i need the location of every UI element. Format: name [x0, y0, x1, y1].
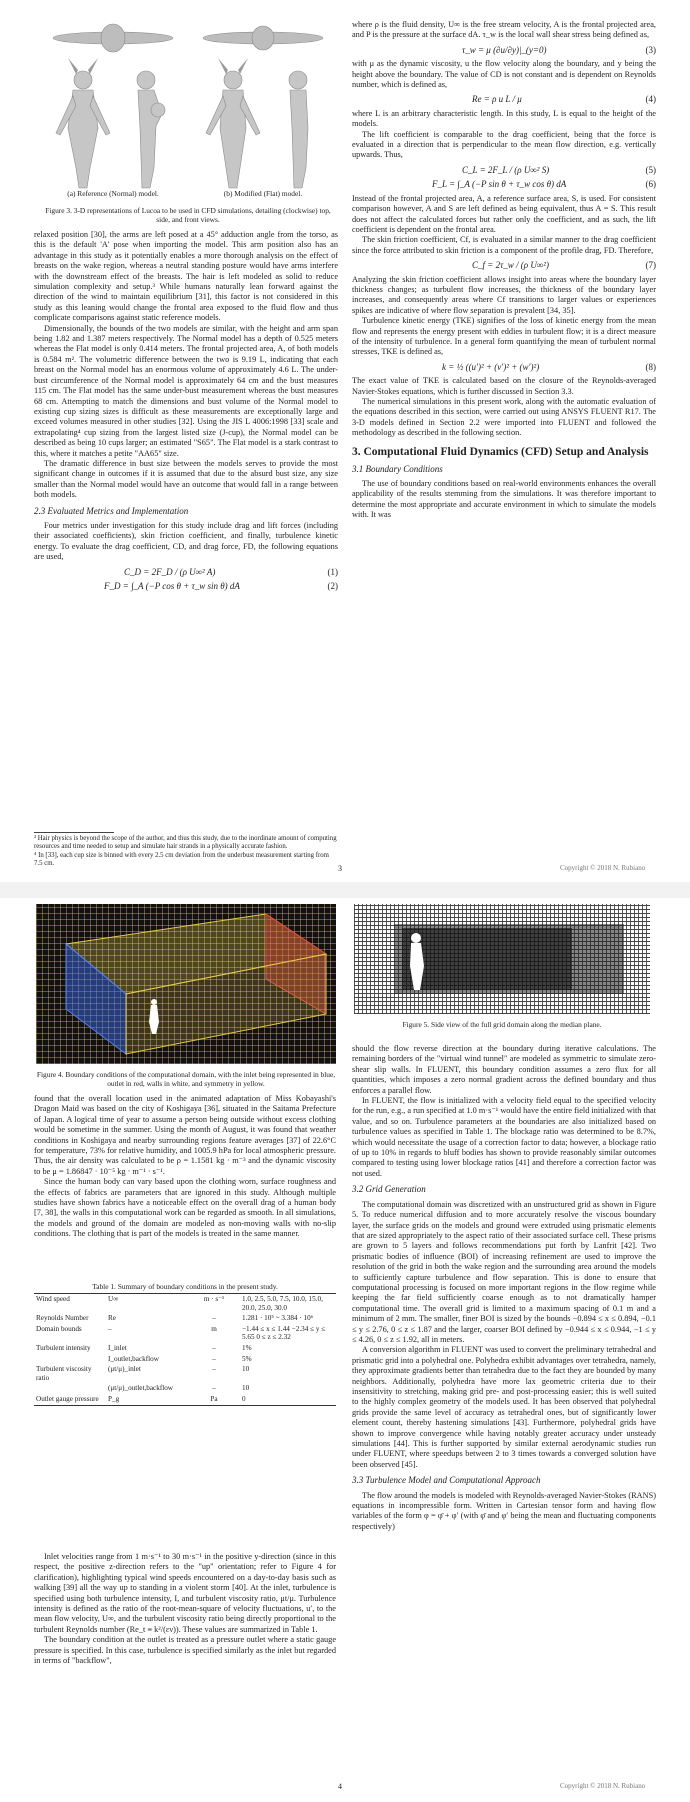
table-cell: Turbulent intensity — [36, 1343, 91, 1352]
equation-2-body: F_D = ∫_A (−P cos θ + τ_w sin θ) dA — [104, 581, 240, 591]
paragraph: should the flow reverse direction at the boundary during iterative calculations. The remaining borders of the "virtual wind tunnel" are modeled as symmetric to simulate zero-shear slip walls. In FLUENT, this boundary condition assumes a zero flux for all quantities, which imposes a zero normal gradient across the defined boundary and thus enforces a parallel flow. — [352, 1044, 656, 1095]
table-cell — [34, 1383, 106, 1394]
table-row — [34, 1294, 336, 1314]
equation-6 — [352, 179, 656, 189]
table-row — [34, 1343, 336, 1354]
table-cell: P_g — [106, 1394, 188, 1405]
paragraph: where ρ is the fluid density, U∞ is the free stream velocity, A is the frontal projected area, and P is the pressure at the surface dA. τ_w is the local wall shear stress being defined as, — [352, 20, 656, 40]
paragraph: Inlet velocities range from 1 m·s⁻¹ to 30 m·s⁻¹ in the positive y-direction (since in this respect, the positive z-direction refers to the "up" orientation; refer to Figure 4 for clarification), highlighting typical wind speeds encountered on a day-to-day basis such as walking [39] all the way up to standing in a violent storm [40]. At the inlet, turbulence is specified using both turbulence intensity, I, and turbulent viscosity ratio, μt/μ. Turbulence intensity is defined as the ratio of the root-mean-square of velocity fluctuations, u′, to the mean flow velocity, U∞, and the turbulent viscosity ratio being directly proportional to the turbulent Reynolds number (Re_t ≡ k²/(εν)). These values are summarized in Table 1. — [34, 1552, 336, 1634]
paragraph: The computational domain was discretized with an unstructured grid as shown in Figure 5. To reduce numerical diffusion and to more accurately resolve the viscous boundary layer, the surface grids on the models and ground were extruded using prismatic elements that are sized appropriately to the aspect ratio of their associated surface cell. These prisms are grown to 5 layers and follows recommendations put forth by Lanfrit [42]. Two prismatic bodies of influence (BOI) of increasing refinement are used to improve the resolution of the grid in both the wake region and the surrounding area around the models to sufficiently capture turbulence and flow separation. This is done to ensure that computational processing is focused on more important regions in the flow regime while keeping the far field sufficiently coarse enough as to not dramatically hamper computational time. The overall grid is limited to a maximum spacing of 0.1 m and a minimum of 2 mm. The smaller, finer BOI is sized by the bounds −0.894 ≤ x ≤ 0.894, −0.1 ≤ y ≤ 2.76, 0 ≤ z ≤ 1.87 and the larger, coarser BOI defined by −0.944 ≤ x ≤ 0.944, −1 ≤ y ≤ 4.26, 0 ≤ z ≤ 1.92, all in meters. — [352, 1199, 656, 1344]
equation-1-number: (1) — [327, 566, 338, 577]
table-row — [34, 1354, 336, 1365]
paragraph: Four metrics under investigation for this study include drag and lift forces (including their associated coefficients), skin friction coefficient, and finally, turbulence kinetic energy. To evaluate the drag coefficient, CD, and drag force, FD, the following equations are used, — [34, 520, 338, 562]
paragraph: The skin friction coefficient, Cf, is evaluated in a similar manner to the drag coefficient since the force attributed to skin friction is a component of the profile drag, FD. Therefore, — [352, 235, 656, 255]
table-1-grid — [34, 1293, 336, 1406]
table-cell: – — [212, 1314, 216, 1323]
paragraph: The exact value of TKE is calculated based on the closure of the Reynolds-averaged Navier-Stokes equations, which is further discussed in Section 3.3. — [352, 376, 656, 396]
page4-right-column — [352, 1044, 656, 1532]
section-2-3-heading: 2.3 Evaluated Metrics and Implementation — [34, 505, 189, 516]
table-cell: 1.281 · 10⁵ ~ 3.384 · 10⁶ — [242, 1314, 314, 1323]
table-cell: −1.44 ≤ x ≤ 1.44 −2.34 ≤ y ≤ 5.65 0 ≤ z ≤ 2.32 — [242, 1324, 326, 1342]
equation-6-body: F_L = ∫_A (−P sin θ + τ_w cos θ) dA — [432, 179, 567, 190]
equation-4-body: Re = ρ u L / μ — [472, 94, 522, 105]
equation-5 — [352, 165, 656, 175]
paragraph: Turbulence kinetic energy (TKE) signifies of the loss of kinetic energy from the mean flow and represents the energy present with eddies in turbulent flow; it is a direct measure of the intensity of turbulence. In a general form quantifying the mean of turbulent normal stresses, TKE is defined as, — [352, 316, 656, 357]
equation-6-number: (6) — [645, 179, 656, 190]
equation-3-number: (3) — [645, 44, 656, 55]
table-cell: I_outlet,backflow — [108, 1354, 159, 1363]
equation-5-number: (5) — [645, 164, 656, 175]
table-row — [34, 1313, 336, 1324]
equation-7-number: (7) — [645, 260, 656, 271]
table-row — [34, 1364, 336, 1383]
equation-7 — [352, 260, 656, 270]
footnote-4: ⁴ In [33], each cup size is binned with every 2.5 cm deviation from the underbust measurement starting from 7.5 cm. — [34, 851, 329, 868]
table-cell: Wind speed — [34, 1294, 106, 1314]
equation-5-body: C_L = 2F_L / (ρ U∞² S) — [462, 164, 550, 175]
equation-4-number: (4) — [645, 94, 656, 105]
table-cell: 0 — [240, 1394, 336, 1405]
table-cell: Pa — [188, 1394, 240, 1405]
section-3-heading: 3. Computational Fluid Dynamics (CFD) Setup and Analysis — [352, 445, 649, 458]
page3-left-column — [34, 230, 338, 595]
page3-right-column — [352, 20, 656, 521]
table-cell: m · s⁻¹ — [188, 1294, 240, 1314]
table-cell: – — [108, 1324, 112, 1333]
paragraph: The dramatic difference in bust size between the models serves to provide the most significant change in outcomes if it is assumed that due to the absurd bust size, any size smaller than the Normal model would have an outcome that would fall in a range between both models. — [34, 458, 338, 500]
table-row — [34, 1394, 336, 1405]
table-row — [34, 1383, 336, 1394]
figure-5-image — [354, 904, 650, 1014]
paragraph: where L is an arbitrary characteristic length. In this study, L is equal to the height of the models. — [352, 108, 656, 129]
figure-4-caption: Figure 4. Boundary conditions of the computational domain, with the inlet being represented in blue, outlet in red, walls in white, and symmetry in yellow. — [36, 1070, 336, 1088]
equation-7-body: C_f = 2τ_w / (ρ U∞²) — [472, 260, 549, 271]
section-3-3-heading: 3.3 Turbulence Model and Computational Approach — [352, 1475, 541, 1486]
table-cell: Outlet gauge pressure — [34, 1394, 106, 1405]
equation-8-number: (8) — [645, 361, 656, 372]
table-cell: 10 — [242, 1384, 250, 1393]
paragraph: The use of boundary conditions based on real-world environments enhances the overall applicability of the results stemming from the simulations. It was therefore important to determine the most appropriate and accurate environment in which to simulate the models with. It was — [352, 479, 656, 520]
paragraph: Instead of the frontal projected area, A, a reference surface area, S, is used. For consistent comparison however, A and S are left defined as being equivalent, thus A = S. This result does not affect the calculated forces but rather only the coefficient, and as such, the lift coefficient is dependent on the frontal area. — [352, 193, 656, 234]
equation-8-body: k = ½ ((u′)² + (v′)² + (w′)²) — [442, 361, 540, 372]
equation-3 — [352, 45, 656, 55]
figure-3-caption: Figure 3. 3-D representations of Lucoa to be used in CFD simulations, detailing (clockwise) top, side, and front views. — [45, 206, 331, 224]
table-cell: Re — [108, 1314, 116, 1323]
figure-3b-label: (b) Modified (Flat) model. — [223, 189, 303, 198]
table-cell: 1.0, 2.5, 5.0, 7.5, 10.0, 15.0, 20.0, 25.0, 30.0 — [240, 1294, 336, 1314]
copyright: Copyright © 2018 N. Rubiano — [560, 1782, 646, 1790]
equation-2 — [34, 581, 338, 591]
table-cell: – — [212, 1365, 216, 1374]
paragraph: relaxed position [30], the arms are left posed at a 45° adduction angle from the torso, as this is the default 'A' pose when importing the model. This arm position also has an advantage in this study as it potentially enables a more thorough analysis on the effect of breasts on the wake region, whereas a neutral standing posture would have arms interfere with the downstream effect of the breasts. The hair is left modeled as solid to reduce simulation complexity and setup.³ While humans naturally lean forward against the direction of the wind to maintain equilibrium [31], this factor is not considered in this study as this leaning would change the frontal area exposed to the fluid flow and thus complicate comparisons against static reference models. — [34, 230, 338, 323]
paragraph: Since the human body can vary based upon the clothing worn, surface roughness and the effects of fabrics are parameters that are ignored in this study. Although multiple studies have shown fabrics have a noticeable effect on the overall drag of a human body [7, 38], the walls in this computational work can be regarded as smooth. In all simulations, the models and ground of the domain are modeled as non-moving walls with no-slip conditions. The clothing that is part of the models is treated in the same manner. — [34, 1177, 336, 1239]
page4-left-column — [34, 1094, 336, 1240]
equation-8 — [352, 362, 656, 372]
paragraph: The lift coefficient is comparable to the drag coefficient, being that the force is evaluated in a direction that is perpendicular to the mean flow direction, e.g. vertically upwards. Thus, — [352, 129, 656, 160]
paragraph: Dimensionally, the bounds of the two models are similar, with the height and arm span being 1.82 and 1.387 meters respectively. The Normal model has a depth of 0.525 meters whereas the Flat model is only 0.414 meters. The frontal projected area, A, of both models is 0.584 m². The volumetric difference between the two is 9.19 L, indicating that each breast on the Normal model has an enormous volume of approximately 4.6 L. The under-bust circumference of the Normal model is approximately 64 cm and the bust measures 115 cm. The Flat model has the same under-bust measurement whereas the bust measures 68 cm. Attempting to match the dimensions and bust volume of the Normal model to existing cup sizing sizes is difficult as these measurements are exceptionally large and exceed volumes measured in other studies [32]. Using the JIS L 4006:1998 [33] scale and extrapolating⁴ cup sizing from the largest listed size (J-cup), the Normal model can be described as being 10 cups larger; an estimated "S65". The Flat model is a stark contrast to this, where it matches a petite "AA65" size. — [34, 323, 338, 458]
table-cell — [34, 1354, 106, 1365]
page-gap — [0, 882, 690, 898]
paragraph: A conversion algorithm in FLUENT was used to convert the preliminary tetrahedral and prismatic grid into a polyhedral one. Polyhedra exhibit advantages over tetrahedra, namely, they approximate gradients better than tetrahedra due to the fact they are bounded by many neighbors. Additionally, polyhedra have more lax geometric criteria due to their insensitivity to stretching, making grid pre- and post-processing easier; this is well suited to the highly complex geometry of the models used. It has been observed that polyhedral grids provide the same level of accuracy as tetrahedral ones, but of significantly lower element count, thereby hastening simulations [43]. Furthermore, polyhedral grids have shown to improve convergence while having notably greater accuracy under unsteady simulations [44]. This is further supported by similar external aerodynamic studies run under FLUENT, where speedups between 2 to 3 times towards a converged solution have been observed [45]. — [352, 1345, 656, 1469]
page4-left-column-lower — [34, 1552, 336, 1666]
section-3-2-heading: 3.2 Grid Generation — [352, 1184, 426, 1195]
table-row — [34, 1324, 336, 1343]
table-cell: 1% — [242, 1343, 252, 1352]
table-cell: 5% — [242, 1354, 252, 1363]
table-cell: – — [212, 1384, 216, 1393]
figure-3-models-image — [38, 18, 338, 204]
section-3-1-heading: 3.1 Boundary Conditions — [352, 463, 443, 474]
figure-5-grid-drawing — [354, 904, 650, 1014]
table-cell: m — [211, 1324, 217, 1333]
equation-4 — [352, 94, 656, 104]
figure-3 — [38, 18, 338, 204]
page-3 — [0, 0, 690, 882]
copyright: Copyright © 2018 N. Rubiano — [560, 864, 646, 872]
figure-5-caption: Figure 5. Side view of the full grid domain along the median plane. — [402, 1020, 602, 1029]
paragraph: The numerical simulations in this present work, along with the automatic evaluation of the equations described in this section, were carried out using ANSYS FLUENT R17. The 3-D models defined in Section 2.2 were imported into FLUENT and followed the methodology as described in the following section. — [352, 397, 656, 438]
figure-4-image — [36, 904, 336, 1064]
paragraph: The flow around the models is modeled with Reynolds-averaged Navier-Stokes (RANS) equations in incompressible form. Written in Cartesian tensor form and having flow variables of the form φ = φ̄ + φ′ (with φ̄ and φ′ being the mean and fluctuating components respectively) — [352, 1490, 656, 1531]
table-cell: Turbulent viscosity ratio — [36, 1365, 92, 1382]
page-number: 4 — [338, 1782, 342, 1791]
table-1 — [34, 1282, 336, 1406]
figure-3a-label: (a) Reference (Normal) model. — [67, 189, 159, 198]
equation-3-body: τ_w = μ (∂u/∂y)|_(y=0) — [462, 44, 547, 55]
table-cell: 10 — [242, 1365, 250, 1374]
table-cell: I_inlet — [108, 1343, 127, 1352]
paragraph: Analyzing the skin friction coefficient allows insight into areas where the boundary layer thickness changes; as turbulent flow increases, the thickness of the boundary layer increases, and consequently areas where Cf transitions to larger values or experiences spikes are indicative of where flow separation is prevalent [34, 35]. — [352, 274, 656, 315]
table-cell: U∞ — [106, 1294, 188, 1314]
page-number: 3 — [338, 864, 342, 873]
table-cell: – — [212, 1343, 216, 1352]
table-cell: – — [212, 1354, 216, 1363]
paragraph: with μ as the dynamic viscosity, u the flow velocity along the boundary, and y being the height above the boundary. The value of CD is not constant and is dependent on Reynolds number, which is defined as, — [352, 59, 656, 90]
page-4 — [0, 898, 690, 1802]
equation-2-number: (2) — [327, 581, 338, 591]
footnote-3: ³ Hair physics is beyond the scope of the author, and thus this study, due to the inordinate amount of computing resources and time needed to setup and simulate hair strands in a physically accurate fashion. — [34, 835, 337, 851]
footnote-rule — [34, 832, 114, 833]
paragraph: The boundary condition at the outlet is treated as a pressure outlet where a static gauge pressure is specified. In this case, turbulence is specified similarly as the inlet but regarded in terms of "backflow", — [34, 1635, 336, 1666]
figure-4-domain-drawing — [36, 904, 336, 1064]
table-1-title: Table 1. Summary of boundary conditions in the present study. — [92, 1282, 278, 1291]
paragraph: In FLUENT, the flow is initialized with a velocity field equal to the specified velocity for the run, e.g., a run specified at 1.0 m·s⁻¹ would have the entire field initialized with that value, and so on. Turbulence parameters at the boundaries are also initialized based on turbulence values as specified in Table 1. The blockage ratio was determined to be 8.7%, which would necessitate the usage of a correction factor to data; however, a blockage ratio of up to 10% in regards to bluff bodies has shown to provide reasonably similar outcomes compared to testing using lower blockage ratios [41] and therefore a correction factor was not used. — [352, 1096, 656, 1178]
equation-1 — [34, 567, 338, 577]
table-cell: Reynolds Number — [36, 1314, 89, 1323]
table-cell: (μt/μ)_inlet — [108, 1365, 141, 1374]
table-cell: (μt/μ)_outlet,backflow — [108, 1384, 173, 1393]
table-cell: Domain bounds — [36, 1324, 82, 1333]
equation-1-body: C_D = 2F_D / (ρ U∞² A) — [124, 566, 216, 577]
footnotes — [34, 835, 338, 869]
paragraph: found that the overall location used in the animated adaptation of Miss Kobayashi's Dragon Maid was based on the city of Koshigaya [36], situated in the Saitama Prefecture of Japan. A logical time of year to assume a person being outside without excess clothing would be sometime in the summer. Using the month of August, it was found that weather conditions in Koshigaya and nearby surrounding regions feature averages [37] of 22.6°C for temperature, 73% for relative humidity, and 1005.9 hPa for local atmospheric pressure. Thus, the air density was calculated to be ρ = 1.1581 kg · m⁻³ and the dynamic viscosity to be μ = 1.86847 · 10⁻⁵ kg · m⁻¹ · s⁻¹. — [34, 1094, 336, 1176]
